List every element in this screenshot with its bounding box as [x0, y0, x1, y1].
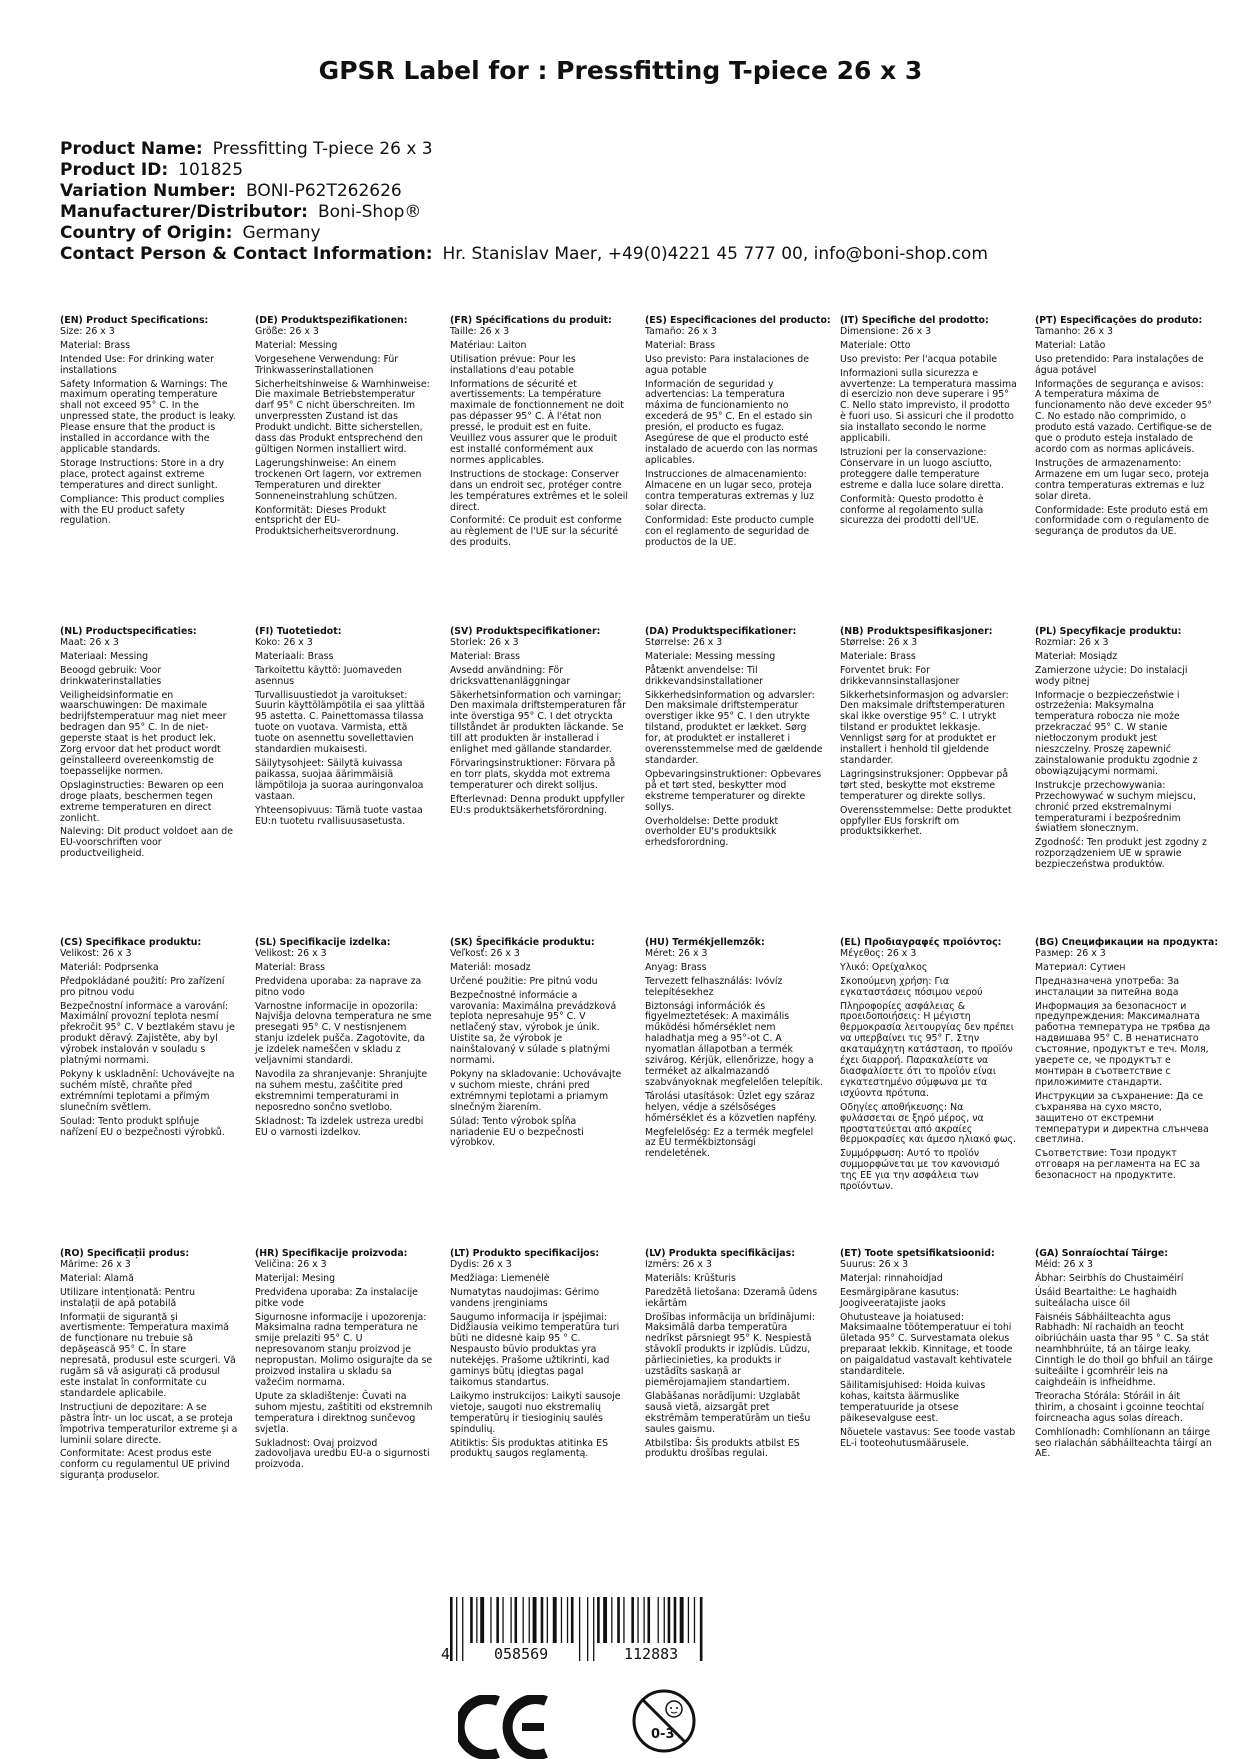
spec-heading: (HU) Termékjellemzők:: [645, 937, 765, 948]
spec-heading: (SL) Specifikacije izdelka:: [255, 937, 391, 948]
spec-section: [645, 1249, 823, 1463]
spec-size: Koko: 26 x 3: [255, 636, 313, 648]
barcode-bar: [490, 1597, 491, 1643]
spec-section: [450, 1249, 628, 1463]
spec-size: Tamaño: 26 x 3: [645, 325, 718, 337]
barcode-bar: [523, 1597, 524, 1643]
spec-storage: Storage Instructions: Store in a dry place, protect against extreme temperatures and direct sunlight.: [60, 457, 225, 491]
spec-storage: Lagringsinstruksjoner: Oppbevar på tørt sted, beskytte mot ekstreme temperaturer og direkte sollys.: [840, 768, 1009, 802]
spec-heading: (PL) Specyfikacje produktu:: [1035, 626, 1182, 637]
spec-storage: Instrucciones de almacenamiento: Almacene en un lugar seco, proteja contra temperaturas extremas y luz solar directa.: [645, 468, 815, 513]
spec-safety: Sikkerhedsinformation og advarsler: Den maksimale driftstemperatur overstiger ikke 95° C. I den utrykte tilstand, produktet er lækket. Sørg for, at produktet er installeret i overensstemmelse med de gældende standarder.: [645, 689, 823, 766]
spec-material: Materjal: rinnahoidjad: [840, 1272, 943, 1284]
spec-section: [645, 315, 831, 552]
spec-heading: (GA) Sonraíochtaí Táirge:: [1035, 1248, 1168, 1259]
barcode-bar: [637, 1597, 638, 1643]
barcode-bar: [587, 1597, 588, 1661]
spec-material: Anyag: Brass: [645, 961, 707, 973]
spec-storage: Säilitamisjuhised: Hoida kuivas kohas, kaitsta äärmuslike temperatuuride ja otsese päikesevalguse eest.: [840, 1379, 986, 1424]
spec-material: Material: Brass: [255, 961, 326, 973]
spec-compliance: Atitiktis: Šis produktas atitinka ES produktų saugos reglamentą.: [450, 1437, 609, 1460]
spec-safety: Faisnéis Sábháilteachta agus Rabhadh: Ní rachaidh an teocht oibriúcháin uasta thar 95 ° C. Sa stát neamhbhrúite, tá an táirge leaky. Cinntigh le do thoil go bhfuil an táirge suiteáilte i gcomhréir leis na caighdeáin is infheidhme.: [1035, 1311, 1213, 1388]
spec-compliance: Megfelelőség: Ez a termék megfelel az EU termékbiztonsági rendeletének.: [645, 1126, 814, 1160]
spec-compliance: Atbilstība: Šis produkts atbilst ES produktu drošības regulai.: [645, 1437, 800, 1460]
spec-heading: (DE) Produktspezifikationen:: [255, 315, 408, 326]
spec-section: [255, 1249, 433, 1474]
spec-section: [60, 627, 238, 863]
spec-use: Eesmärgipärane kasutus: Joogiveeratajiste jaoks: [840, 1286, 960, 1309]
spec-size: Suurus: 26 x 3: [840, 1258, 909, 1270]
spec-storage: Инструкции за съхранение: Да се съхранява на сухо място, защитено от екстремни температури и директна слънчева светлина.: [1035, 1090, 1209, 1146]
spec-storage: Opslaginstructies: Bewaren op een droge plaats, beschermen tegen extreme temperaturen en direct zonlicht.: [60, 779, 224, 824]
spec-compliance: Overholdelse: Dette produkt overholder EU's produktsikk erhedsforordning.: [645, 815, 779, 849]
spec-section: [255, 627, 433, 830]
spec-size: Dydis: 26 x 3: [450, 1258, 512, 1270]
barcode-bar: [579, 1597, 580, 1661]
spec-safety: Drošības informācija un brīdinājumi: Maksimālā darba temperatūra nedrīkst pārsniegt 95° K. Nespiestā stāvoklī produkts ir izplūdis. Lūdzu, pārliecinieties, ka produkts ir uzstādīts saskaņā ar piemērojamajiem standartiem.: [645, 1311, 815, 1388]
spec-safety: Informações de segurança e avisos: A temperatura máxima de funcionamento não deve exceder 95° C. No estado não comprimido, o produto está vazado. Certifique-se de que o produto esteja instalado de acordo com as normas aplicáveis.: [1035, 378, 1213, 455]
spec-material: Materiál: Podprsenka: [60, 961, 159, 973]
spec-use: Předpokládané použití: Pro zařízení pro pitnou vodu: [60, 975, 225, 998]
barcode-bar: [547, 1597, 548, 1643]
spec-material: Material: Latão: [1035, 339, 1106, 351]
spec-use: Numatytas naudojimas: Gėrimo vandens įrenginiams: [450, 1286, 600, 1309]
spec-heading: (FR) Spécifications du produit:: [450, 315, 612, 326]
spec-compliance: Skladnost: Ta izdelek ustreza uredbi EU o varnosti izdelkov.: [255, 1115, 424, 1138]
barcode-bar: [643, 1597, 644, 1643]
barcode-bar: [529, 1597, 530, 1643]
spec-size: Dimensione: 26 x 3: [840, 325, 932, 337]
info-variation-number: Variation Number: BONI-P62T262626: [60, 181, 402, 201]
spec-use: Предназначена употреба: За инсталации за питейна вода: [1035, 975, 1180, 998]
spec-use: Vorgesehene Verwendung: Für Trinkwasserinstallationen: [255, 353, 399, 376]
spec-compliance: Sukladnost: Ovaj proizvod zadovoljava uredbu EU-a o sigurnosti proizvoda.: [255, 1437, 430, 1471]
spec-section: [450, 938, 628, 1152]
spec-size: Mărime: 26 x 3: [60, 1258, 131, 1270]
barcode-bar: [593, 1597, 594, 1661]
spec-material: Materiał: Mosiądz: [1035, 650, 1118, 662]
barcode-bar: [631, 1597, 634, 1643]
spec-use: Určené použitie: Pre pitnú vodu: [450, 975, 598, 987]
spec-section: [645, 627, 823, 852]
age-warning-icon: [631, 1688, 697, 1754]
spec-safety: Informacje o bezpieczeństwie i ostrzeżenia: Maksymalna temperatura robocza nie może przekraczać 95° C. W stanie nietłoczonym produkt jest nieszczelny. Proszę zapewnić zainstalowanie produktu zgodnie z obowiązującymi normami.: [1035, 689, 1198, 777]
spec-compliance: Conformidade: Este produto está em conformidade com o regulamento de segurança de produtos da UE.: [1035, 504, 1210, 538]
barcode-digits-middle: 058569: [494, 1645, 549, 1663]
spec-use: Utilisation prévue: Pour les installations d'eau potable: [450, 353, 576, 376]
spec-safety: Säkerhetsinformation och varningar: Den maximala driftstemperaturen får inte överstiga 95° C. I det otryckta tillståndet är produkten läckande. Se till att produkten är installerad i enlighet med gällande standarder.: [450, 689, 627, 756]
spec-use: Uso previsto: Para instalaciones de agua potable: [645, 353, 809, 376]
ce-mark-icon: [458, 1695, 550, 1759]
spec-use: Úsáid Beartaithe: Le haghaidh suiteálacha uisce óil: [1035, 1286, 1178, 1309]
spec-size: Maat: 26 x 3: [60, 636, 119, 648]
barcode-digit-left: 4: [441, 1645, 451, 1663]
spec-use: Predvidena uporaba: za naprave za pitno vodo: [255, 975, 422, 998]
spec-use: Tervezett felhasználás: Ivóvíz telepítésekhez: [645, 975, 783, 998]
spec-size: Méret: 26 x 3: [645, 947, 708, 959]
spec-material: Materiale: Otto: [840, 339, 911, 351]
spec-safety: Saugumo informacija ir įspėjimai: Didžiausia veikimo temperatūra turi būti ne didesnė kaip 95 ° C. Nespausto būvio produktas yra nutekėjęs. Prašome užtikrinti, kad gaminys būtų įdiegtas pagal taikomus standartus.: [450, 1311, 620, 1388]
spec-safety: Varnostne informacije in opozorila: Najvišja delovna temperatura ne sme presegati 95° C. V nestisnjenem stanju izdelek pušča. Zagotovite, da je izdelek nameščen v skladu z veljavnimi standardi.: [255, 1000, 432, 1067]
spec-size: Size: 26 x 3: [60, 325, 115, 337]
spec-compliance: Comhlíonadh: Comhlíonann an táirge seo rialachán sábháilteachta táirgí an AE.: [1035, 1426, 1212, 1460]
spec-safety: Safety Information & Warnings: The maximum operating temperature shall not exceed 95° C. In the unpressed state, the product is leaky. Please ensure that the product is installed in accordance with the applicable standards.: [60, 378, 236, 455]
spec-material: Материал: Сутиен: [1035, 961, 1126, 973]
spec-storage: Upute za skladištenje: Čuvati na suhom mjestu, zaštititi od ekstremnih temperatura i direktnog sunčevog svjetla.: [255, 1390, 433, 1435]
spec-use: Σκοπούμενη χρήση: Για εγκαταστάσεις πόσιμου νερού: [840, 975, 983, 998]
spec-heading: (NL) Productspecificaties:: [60, 626, 197, 637]
spec-storage: Instrukcje przechowywania: Przechowywać w suchym miejscu, chronić przed ekstremalnymi temperaturami i bezpośrednim światłem słonecznym.: [1035, 779, 1196, 835]
spec-size: Velikost: 26 x 3: [60, 947, 132, 959]
spec-storage: Opbevaringsinstruktioner: Opbevares på et tørt sted, beskytter mod ekstreme temperaturer og direkte sollys.: [645, 768, 822, 813]
spec-storage: Glabāšanas norādījumi: Uzglabāt sausā vietā, aizsargāt pret ekstrēmām temperatūrām un tiešu saules gaismu.: [645, 1390, 811, 1435]
barcode-bar: [533, 1597, 537, 1643]
barcode-bar: [567, 1597, 568, 1643]
info-manufacturer: Manufacturer/Distributor: Boni-Shop®: [60, 202, 422, 222]
spec-size: Veľkosť: 26 x 3: [450, 947, 520, 959]
spec-compliance: Conformidad: Este producto cumple con el reglamento de seguridad de productos de la UE.: [645, 515, 815, 549]
spec-compliance: Konformität: Dieses Produkt entspricht der EU-Produktsicherheitsverordnung.: [255, 504, 399, 538]
spec-compliance: Overensstemmelse: Dette produktet oppfyller EUs forskrift om produktsikkerhet.: [840, 804, 1012, 838]
spec-safety: Sikkerhetsinformasjon og advarsler: Den maksimale driftstemperaturen skal ikke overstige 95° C. I utrykt tilstand er produktet lekkasje. Vennligst sørg for at produktet er installert i henhold til gjeldende standarder.: [840, 689, 1009, 766]
spec-storage: Οδηγίες αποθήκευσης: Να φυλάσσεται σε ξηρό μέρος, να προστατεύεται από ακραίες θερμοκρασίες και άμεσο ηλιακό φως.: [840, 1101, 1017, 1146]
spec-material: Materijal: Mesing: [255, 1272, 336, 1284]
spec-storage: Istruzioni per la conservazione: Conservare in un luogo asciutto, proteggere dalle temperature estreme e dalla luce solare diretta.: [840, 446, 1004, 491]
barcode-bar: [450, 1597, 453, 1661]
spec-material: Material: Brass: [450, 650, 521, 662]
spec-safety: Informazioni sulla sicurezza e avvertenze: La temperatura massima di esercizio non deve superare i 95° C. Nello stato imprevisto, il prodotto è fuori uso. Si assicuri che il prodotto sia installato secondo le norme applicabili.: [840, 367, 1017, 445]
spec-use: Avsedd användning: För dricksvattenanläggningar: [450, 664, 571, 687]
info-product-id: Product ID: 101825: [60, 160, 244, 180]
spec-compliance: Conformità: Questo prodotto è conforme al regolamento sulla sicurezza dei prodotti dell'UE.: [840, 493, 984, 527]
spec-safety: Información de seguridad y advertencias: La temperatura máxima de funcionamiento no excederá de 95° C. En el estado sin presión, el producto es fugaz. Asegúrese de que el producto esté instalado de acuerdo con las normas aplicables.: [645, 378, 818, 466]
spec-use: Intended Use: For drinking water installations: [60, 353, 214, 376]
spec-compliance: Conformitate: Acest produs este conform cu regulamentul UE privind siguranța produselor.: [60, 1448, 230, 1482]
spec-use: Predviđena uporaba: Za instalacije pitke vode: [255, 1286, 418, 1309]
spec-section: [840, 316, 1018, 530]
spec-storage: Säilytysohjeet: Säilytä kuivassa paikassa, suojaa äärimmäisiä lämpötiloja ja suoraa auringonvaloa vastaan.: [255, 757, 424, 802]
spec-compliance: Nõuetele vastavus: See toode vastab EL-i tooteohutusmäärusele.: [840, 1426, 1016, 1449]
barcode-bar: [694, 1597, 695, 1643]
barcode-bar: [462, 1597, 463, 1661]
spec-section: [840, 627, 1018, 841]
spec-storage: Treoracha Stórála: Stóráil in áit thirim, a chosaint i gcoinne teochtaí foircneacha agus solas díreach.: [1035, 1390, 1205, 1424]
age-label: 0-3: [651, 1727, 675, 1742]
spec-safety: Veiligheidsinformatie en waarschuwingen: De maximale bedrijfstemperatuur mag niet meer bedragen dan 95° C. In de niet-geperste staat is het product lek. Zorg ervoor dat het product wordt geïnstalleerd overeenkomstig de toepasselijke normen.: [60, 689, 227, 777]
spec-heading: (ET) Toote spetsifikatsioonid:: [840, 1248, 995, 1259]
spec-use: Paredzētā lietošana: Dzeramā ūdens iekārtām: [645, 1286, 818, 1309]
spec-use: Uso previsto: Per l'acqua potabile: [840, 353, 998, 365]
spec-section: [840, 938, 1018, 1196]
spec-size: Størrelse: 26 x 3: [840, 636, 918, 648]
spec-use: Beoogd gebruik: Voor drinkwaterinstallaties: [60, 664, 162, 687]
page-title: GPSR Label for : Pressfitting T-piece 26 x 3: [318, 56, 923, 85]
spec-use: Zamierzone użycie: Do instalacji wody pitnej: [1035, 664, 1188, 687]
spec-material: Materiale: Brass: [840, 650, 916, 662]
spec-section: [1035, 316, 1213, 541]
spec-heading: (FI) Tuotetiedot:: [255, 626, 342, 637]
spec-storage: Instructions de stockage: Conserver dans un endroit sec, protéger contre les températures extrêmes et le soleil direct.: [450, 468, 629, 513]
info-contact: Contact Person & Contact Information: Hr. Stanislav Maer, +49(0)4221 45 777 00, info@boni-shop.com: [60, 244, 988, 264]
barcode-bar: [514, 1597, 517, 1643]
barcode-bar: [668, 1597, 671, 1643]
spec-heading: (IT) Specifiche del prodotto:: [840, 315, 989, 326]
spec-storage: Laikymo instrukcijos: Laikyti sausoje vietoje, saugoti nuo ekstremalių temperatūrų ir tiesioginių saulės spindulių.: [450, 1390, 621, 1435]
barcode-bar: [603, 1597, 607, 1643]
spec-section: [60, 938, 238, 1141]
spec-use: Tarkoitettu käyttö: Juomaveden asennus: [255, 664, 403, 687]
spec-safety: Informații de siguranță și avertismente: Temperatura maximă de funcționare nu trebuie să depășească 95° C. În stare nepresată, produsul este scurgeri. Vă rugăm să vă asigurați că produsul este instalat în conformitate cu standardele aplicabile.: [60, 1311, 236, 1399]
spec-compliance: Yhteensopivuus: Tämä tuote vastaa EU:n tuotetu rvallisuusasetusta.: [255, 804, 423, 827]
barcode-bar: [456, 1597, 457, 1661]
spec-storage: Pokyny k uskladnění: Uchovávejte na suchém místě, chraňte před extrémními teplotami a přímým slunečním světlem.: [60, 1068, 235, 1113]
spec-compliance: Zgodność: Ten produkt jest zgodny z rozporządzeniem UE w sprawie bezpieczeństwa produktów.: [1035, 837, 1207, 871]
spec-section: [450, 316, 628, 552]
spec-storage: Instrucțiuni de depozitare: A se păstra într- un loc uscat, a se proteja împotriva temperaturilor extreme și a luminii solare directe.: [60, 1401, 238, 1446]
barcode-bar: [597, 1597, 600, 1643]
spec-heading: (RO) Specificații produs:: [60, 1248, 190, 1259]
barcode-bar: [502, 1597, 503, 1643]
spec-use: Utilizare intenționată: Pentru instalații de apă potabilă: [60, 1286, 196, 1309]
spec-section: [60, 316, 238, 530]
spec-use: Påtænkt anvendelse: Til drikkevandsinstallationer: [645, 664, 764, 687]
spec-safety: Sigurnosne informacije i upozorenja: Maksimalna radna temperatura ne smije prelaziti 95° C. U nepresovanom stanju proizvod je nepropustan. Molimo osigurajte da se proizvod instalira u skladu sa važećim normama.: [255, 1311, 433, 1388]
spec-safety: Bezpečnostní informace a varování: Maximální provozní teplota nesmí překročit 95° C. V beztlakém stavu je produkt děravý. Zajistěte, aby byl výrobek instalován v souladu s platnými normami.: [60, 1000, 235, 1067]
barcode-bar: [617, 1597, 620, 1643]
barcode-bar: [480, 1597, 484, 1643]
spec-storage: Pokyny na skladovanie: Uchovávajte v suchom mieste, chráni pred extrémnymi teplotami a priamym slnečným žiarením.: [450, 1068, 622, 1113]
spec-heading: (NB) Produktspesifikasjoner:: [840, 626, 993, 637]
spec-storage: Tárolási utasítások: Üzlet egy száraz helyen, védje a szélsőséges hőmérséklet és a közvetlen napfény.: [645, 1090, 817, 1124]
spec-section: [840, 1249, 1018, 1452]
spec-heading: (DA) Produktspecifikationer:: [645, 626, 797, 637]
barcode-bar: [476, 1597, 477, 1643]
spec-material: Medžiaga: Liemenėlė: [450, 1272, 550, 1284]
spec-material: Materiaal: Messing: [60, 650, 149, 662]
spec-storage: Instruções de armazenamento: Armazene em um lugar seco, proteja contra temperaturas extremas e luz solar direta.: [1035, 457, 1209, 502]
spec-section: [255, 938, 433, 1141]
spec-safety: Πληροφορίες ασφάλειας & προειδοποιήσεις: Η μέγιστη θερμοκρασία λειτουργίας δεν πρέπει να υπερβαίνει τις 95° Γ. Στην ακαταμάχητη κατάσταση, το προϊόν έχει διαρροή. Παρακαλείστε να διασφαλίσετε ότι το προϊόν είναι εγκατεστημένο σύμφωνα με τα ισχύοντα πρότυπα.: [840, 1000, 1014, 1099]
barcode-bar: [553, 1597, 557, 1643]
spec-heading: (LT) Produkto specifikacijos:: [450, 1248, 600, 1259]
spec-safety: Informations de sécurité et avertissements: La température maximale de fonctionnement ne doit pas dépasser 95° C. À l'état non pressé, le produit est en fuite. Veuillez vous assurer que le produit est installé conformément aux normes applicables.: [450, 378, 624, 466]
spec-compliance: Compliance: This product complies with the EU product safety regulation.: [60, 493, 225, 527]
spec-heading: (LV) Produkta specifikācijas:: [645, 1248, 795, 1259]
spec-compliance: Soulad: Tento produkt splňuje nařízení EU o bezpečnosti výrobků.: [60, 1115, 225, 1138]
spec-heading: (SV) Produktspecifikationer:: [450, 626, 601, 637]
spec-section: [1035, 1249, 1213, 1463]
spec-material: Materiāls: Krūšturis: [645, 1272, 736, 1284]
spec-compliance: Conformité: Ce produit est conforme au règlement de l'UE sur la sécurité des produits.: [450, 515, 622, 549]
barcode-bar: [496, 1597, 499, 1643]
barcode-bar: [664, 1597, 665, 1643]
spec-material: Υλικό: Ορείχαλκος: [840, 961, 928, 973]
spec-size: Размер: 26 x 3: [1035, 947, 1106, 959]
spec-section: [645, 938, 823, 1163]
spec-storage: Navodila za shranjevanje: Shranjujte na suhem mestu, zaščitite pred ekstremnimi temperaturami in neposredno sončno svetlobo.: [255, 1068, 428, 1113]
spec-size: Méid: 26 x 3: [1035, 1258, 1093, 1270]
barcode-bar: [510, 1597, 511, 1643]
spec-storage: Förvaringsinstruktioner: Förvara på en torr plats, skydda mot extrema temperaturer och direkt solljus.: [450, 757, 616, 791]
barcode-bar: [680, 1597, 684, 1643]
spec-size: Rozmiar: 26 x 3: [1035, 636, 1109, 648]
spec-heading: (CS) Specifikace produktu:: [60, 937, 202, 948]
spec-material: Materiaali: Brass: [255, 650, 334, 662]
spec-safety: Sicherheitshinweise & Warnhinweise: Die maximale Betriebstemperatur darf 95° C nicht überschreiten. Im unverpressten Zustand ist das Produkt undicht. Bitte sicherstellen, dass das Produkt entsprechend den gültigen Normen installiert wird.: [255, 378, 430, 455]
spec-section: [60, 1249, 238, 1485]
spec-compliance: Naleving: Dit product voldoet aan de EU-voorschriften voor productveiligheid.: [60, 826, 233, 860]
spec-size: Veličina: 26 x 3: [255, 1258, 327, 1270]
spec-material: Matériau: Laiton: [450, 339, 527, 351]
spec-material: Material: Brass: [645, 339, 716, 351]
spec-compliance: Efterlevnad: Denna produkt uppfyller EU:s produktsäkerhetsförordning.: [450, 793, 625, 816]
barcode-bar: [470, 1597, 473, 1643]
spec-use: Forventet bruk: For drikkevannsinstallasjoner: [840, 664, 960, 687]
spec-section: [1035, 937, 1219, 1185]
spec-safety: Bezpečnostné informácie a varovania: Maximálna prevádzková teplota nepresahuje 95° C. V netlačený stav, výrobok je únik. Uistite sa, že výrobok je nainštalovaný v súlade s platnými normami.: [450, 989, 617, 1067]
spec-size: Taille: 26 x 3: [450, 325, 510, 337]
barcode-bar: [623, 1597, 624, 1643]
product-info: [60, 139, 988, 265]
spec-material: Material: Brass: [60, 339, 131, 351]
spec-section: [450, 627, 628, 820]
barcode-bar: [571, 1597, 574, 1643]
spec-size: Μέγεθος: 26 x 3: [840, 947, 917, 959]
barcode-bar: [688, 1597, 689, 1643]
info-country: Country of Origin: Germany: [60, 223, 321, 243]
barcode-bar: [658, 1597, 659, 1643]
spec-heading: (EN) Product Specifications:: [60, 315, 209, 326]
spec-safety: Ohutusteave ja hoiatused: Maksimaalne töötemperatuur ei tohi ületada 95° C. Survestamata olekus preparaat lekkib. Kinnitage, et toode on paigaldatud vastavalt kehtivatele standarditele.: [840, 1311, 1013, 1378]
spec-section: [255, 316, 433, 541]
barcode-bar: [647, 1597, 650, 1643]
barcode-bar: [561, 1597, 562, 1643]
spec-compliance: Συμμόρφωση: Αυτό το προϊόν συμμορφώνεται με τον κανονισμό της ΕΕ για την ασφάλεια των προϊόντων.: [840, 1148, 1000, 1193]
barcode-bar: [700, 1597, 703, 1661]
spec-section: [1035, 627, 1213, 874]
spec-size: Storlek: 26 x 3: [450, 636, 519, 648]
spec-size: Tamanho: 26 x 3: [1035, 325, 1113, 337]
info-product-name: Product Name: Pressfitting T-piece 26 x 3: [60, 139, 433, 159]
spec-size: Velikost: 26 x 3: [255, 947, 327, 959]
spec-safety: Информация за безопасност и предупреждения: Максималната работна температура не трябва да надвишава 95° C. В ненатиснато състояние, продуктът е теч. Моля, уверете се, че продуктът е монтиран в съответствие с приложимите стандарти.: [1035, 1000, 1211, 1088]
spec-compliance: Съответствие: Този продукт отговаря на регламента на ЕС за безопасност на продуктите.: [1035, 1148, 1201, 1182]
barcode: [440, 1597, 710, 1677]
spec-compliance: Súlad: Tento výrobok spĺňa nariadenie EU o bezpečnosti výrobkov.: [450, 1115, 584, 1149]
spec-size: Størrelse: 26 x 3: [645, 636, 723, 648]
barcode-bar: [674, 1597, 677, 1643]
barcode-digits-right: 112883: [624, 1645, 679, 1663]
spec-material: Material: Messing: [255, 339, 338, 351]
spec-heading: (EL) Προδιαγραφές προϊόντος:: [840, 937, 1002, 948]
spec-safety: Biztonsági információk és figyelmeztetések: A maximális működési hőmérséklet nem haladhatja meg a 95°-ot C. A nyomatlan állapotban a termék szivárog. Kérjük, ellenőrizze, hogy a terméket az alkalmazandó szabványoknak megfelelően telepítik.: [645, 1000, 823, 1088]
spec-heading: (BG) Спецификации на продукта:: [1035, 937, 1219, 948]
barcode-bar: [541, 1597, 544, 1643]
spec-heading: (SK) Špecifikácie produktu:: [450, 937, 595, 948]
spec-size: Größe: 26 x 3: [255, 325, 319, 337]
spec-use: Uso pretendido: Para instalações de água potável: [1035, 353, 1204, 376]
spec-size: Izmērs: 26 x 3: [645, 1258, 712, 1270]
spec-heading: (HR) Specifikacije proizvoda:: [255, 1248, 408, 1259]
spec-material: Ábhar: Seirbhís do Chustaiméirí: [1035, 1272, 1184, 1284]
spec-material: Material: Alamă: [60, 1272, 134, 1284]
spec-material: Materiál: mosadz: [450, 961, 531, 973]
spec-safety: Turvallisuustiedot ja varoitukset: Suurin käyttölämpötila ei saa ylittää 95 astetta. C. Painettomassa tilassa tuote on vuotava. Varmista, että tuote on asennettu sovellettavien standardien mukaisesti.: [255, 689, 425, 756]
spec-material: Materiale: Messing messing: [645, 650, 776, 662]
spec-heading: (PT) Especificações do produto:: [1035, 315, 1203, 326]
barcode-bar: [611, 1597, 612, 1643]
spec-heading: (ES) Especificaciones del producto:: [645, 315, 831, 326]
spec-storage: Lagerungshinweise: An einem trockenen Ort lagern, vor extremen Temperaturen und direkter Sonneneinstrahlung schützen.: [255, 457, 422, 502]
